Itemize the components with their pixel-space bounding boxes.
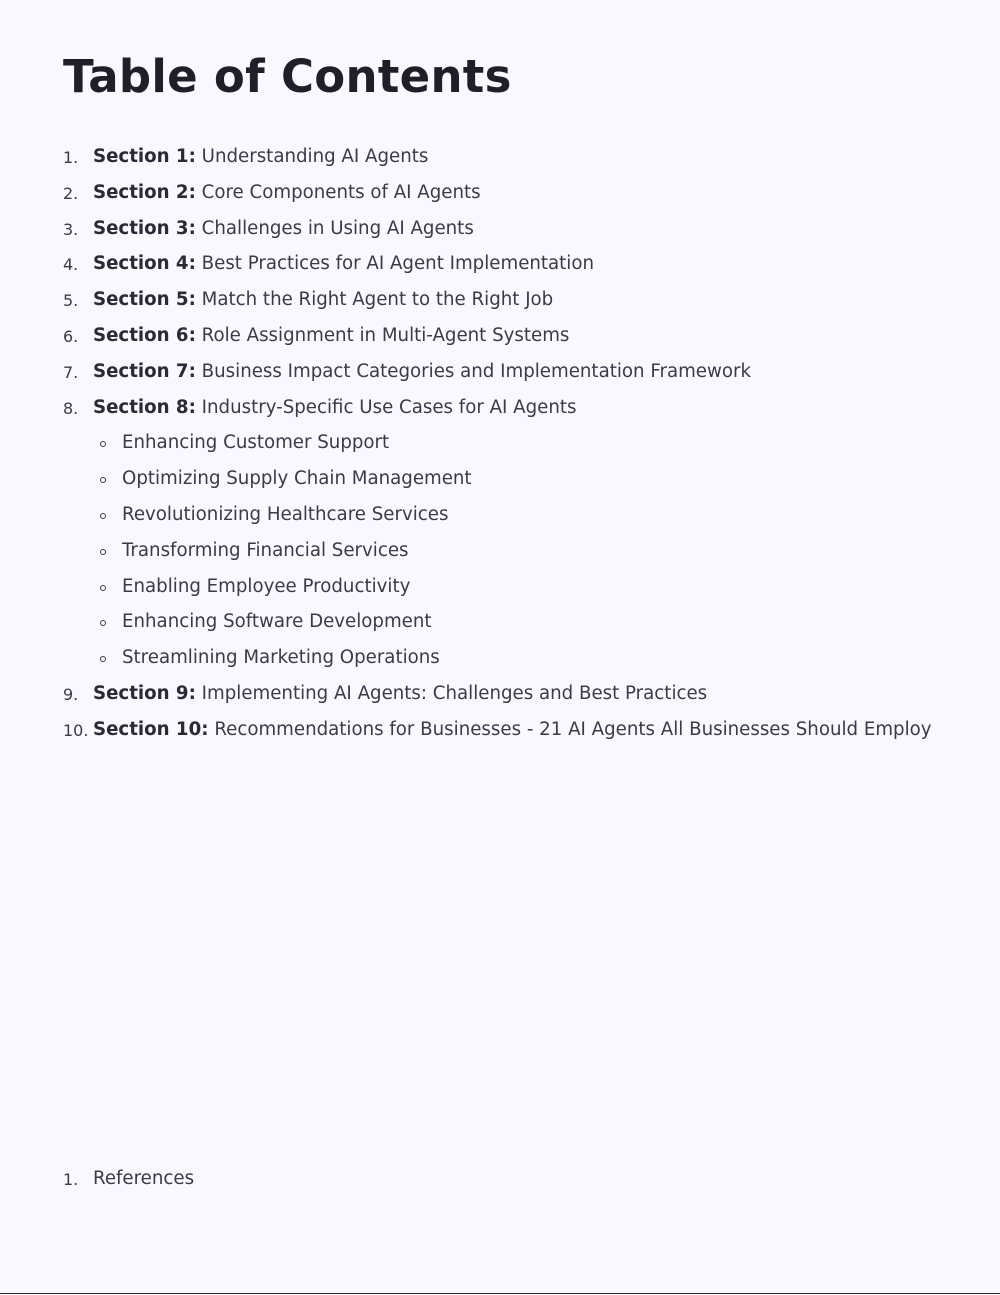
item-number: 8.	[63, 398, 79, 418]
toc-item-section-8	[63, 394, 983, 430]
toc-link-section-3[interactable]	[93, 215, 474, 243]
toc-link-section-9[interactable]	[93, 680, 707, 708]
toc-link-section-10[interactable]	[93, 716, 932, 744]
item-number: 3.	[63, 219, 79, 239]
toc-subitem	[63, 537, 983, 573]
table-of-contents	[63, 143, 983, 752]
item-number: 10.	[63, 720, 89, 740]
hollow-bullet-icon	[100, 477, 106, 483]
item-number: 1.	[63, 148, 79, 167]
section-label: Section 6:	[93, 324, 196, 346]
section-label: Section 2:	[93, 181, 196, 203]
section-title: Challenges in Using AI Agents	[201, 217, 474, 239]
hollow-bullet-icon	[100, 656, 106, 662]
section-label: Section 10:	[93, 718, 209, 740]
toc-sublink-financial[interactable]: Transforming Financial Services	[122, 539, 409, 561]
section-title: Business Impact Categories and Implementation Framework	[201, 360, 752, 382]
toc-item-section-4	[63, 250, 983, 286]
toc-sublink-software-development[interactable]: Enhancing Software Development	[122, 611, 432, 633]
toc-item-section-1	[63, 143, 983, 179]
toc-subitem	[63, 429, 983, 465]
section-title: Match the Right Agent to the Right Job	[201, 289, 554, 311]
toc-link-references[interactable]: References	[93, 1168, 195, 1189]
toc-item-section-9	[63, 680, 983, 716]
toc-item-section-3	[63, 215, 983, 251]
item-number: 4.	[63, 255, 79, 275]
section-title: Implementing AI Agents: Challenges and Best Practices	[201, 682, 708, 704]
toc-subitem	[63, 608, 983, 644]
section-title: Understanding AI Agents	[201, 146, 429, 167]
toc-link-section-7[interactable]	[93, 358, 751, 386]
toc-sublink-marketing[interactable]: Streamlining Marketing Operations	[122, 647, 440, 669]
toc-link-section-1[interactable]	[93, 143, 428, 171]
section-label: Section 8:	[93, 396, 196, 418]
toc-sublink-healthcare[interactable]: Revolutionizing Healthcare Services	[122, 503, 449, 525]
toc-sublink-supply-chain[interactable]: Optimizing Supply Chain Management	[122, 468, 472, 490]
section-label: Section 1:	[93, 146, 196, 167]
toc-item-section-7	[63, 358, 983, 394]
hollow-bullet-icon	[100, 513, 106, 519]
toc-item-section-6	[63, 322, 983, 358]
section-label: Section 9:	[93, 682, 196, 704]
toc-sublink-employee-productivity[interactable]: Enabling Employee Productivity	[122, 575, 411, 597]
section-label: Section 5:	[93, 289, 196, 311]
toc-item-section-10	[63, 716, 983, 752]
page-title: Table of Contents	[63, 50, 512, 103]
section-label: Section 4:	[93, 253, 196, 275]
item-number: 9.	[63, 684, 79, 704]
section-title: Core Components of AI Agents	[201, 181, 481, 203]
hollow-bullet-icon	[100, 441, 106, 447]
section-title: Industry-Specific Use Cases for AI Agents	[201, 396, 577, 418]
item-number: 1.	[63, 1170, 79, 1189]
section-title: Recommendations for Businesses - 21 AI Agents All Businesses Should Employ	[214, 718, 932, 740]
toc-link-section-5[interactable]	[93, 286, 553, 314]
toc-subitem	[63, 501, 983, 537]
toc-subitem	[63, 644, 983, 680]
hollow-bullet-icon	[100, 549, 106, 555]
toc-item-section-5	[63, 286, 983, 322]
toc-link-section-2[interactable]	[93, 179, 481, 207]
item-number: 7.	[63, 362, 79, 382]
toc-subitem	[63, 573, 983, 609]
toc-link-section-6[interactable]	[93, 322, 569, 350]
toc-item-section-2	[63, 179, 983, 215]
hollow-bullet-icon	[100, 585, 106, 591]
section-label: Section 3:	[93, 217, 196, 239]
toc-sublink-customer-support[interactable]: Enhancing Customer Support	[122, 432, 390, 454]
item-number: 6.	[63, 326, 79, 346]
toc-link-section-4[interactable]	[93, 250, 594, 278]
item-number: 5.	[63, 291, 79, 311]
toc-link-section-8[interactable]	[93, 394, 577, 422]
hollow-bullet-icon	[100, 620, 106, 626]
toc-subitem	[63, 465, 983, 501]
item-number: 2.	[63, 183, 79, 203]
section-title: Best Practices for AI Agent Implementation	[201, 253, 595, 275]
section-label: Section 7:	[93, 360, 196, 382]
section-title: Role Assignment in Multi-Agent Systems	[201, 324, 570, 346]
